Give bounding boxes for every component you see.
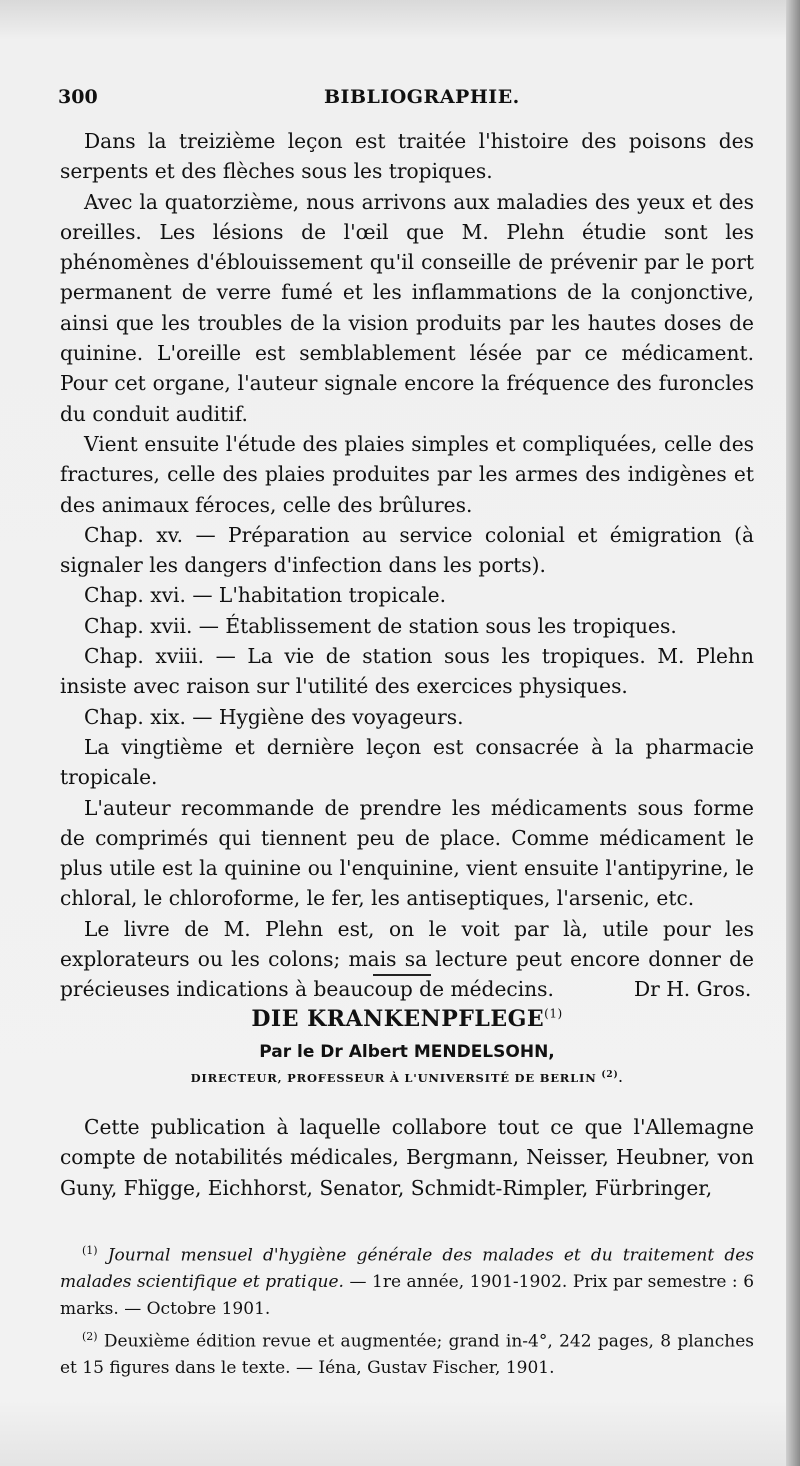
affiliation-footnote-mark: (2) [601,1070,619,1080]
footnote [60,1238,754,1322]
footnote-text: — 1re année, 1901-1902. Prix par semestre : 6 marks. — Octobre 1901. [60,1272,755,1319]
paragraph: Chap. xvii. — Établissement de station sous les tropiques. [84,613,677,638]
title-footnote-mark: (1) [544,1006,563,1021]
paragraph: Chap. xviii. — La vie de station sous les tropiques. M. Plehn insiste avec raison sur l'utilité des exercices physiques. [60,644,754,699]
paragraph: Dans la treizième leçon est traitée l'histoire des poisons des serpents et des flèches sous les tropiques. [60,129,754,184]
last-paragraph [60,914,754,1005]
page-edge-shadow [786,0,800,1466]
affiliation: DIRECTEUR, PROFESSEUR À L'UNIVERSITÉ DE BERLIN $^{(2)}$. [190,1070,624,1085]
signature: Dr H. Gros. [633,977,752,1002]
paragraph: Vient ensuite l'étude des plaies simples et compliquées, celle des fractures, celle des plaies produites par les armes des indigènes et des animaux féroces, celle des brûlures. [60,431,754,517]
paragraph: La vingtième et dernière leçon est consacrée à la pharmacie tropicale. [60,734,754,790]
paragraph: Cette publication à laquelle collabore tout ce que l'Allemagne compte de notabilités médicales, Bergmann, Neisser, Heubner, von Guny, Fhïgge, Eichhorst, Senator, Schmidt-Rimpler, Fürbringer, [60,1115,754,1200]
paragraph: Avec la quatorzième, nous arrivons aux maladies des yeux et des oreilles. Les lésions de l'œil que M. Plehn étudie sont les phénomènes d'éblouissement qu'il conseille de prévenir par le port permanent de verre fumé et les inflammations de la conjonctive, ainsi que les troubles de la vision produits par les hautes doses de quinine. L'oreille est semblablement lésée par ce médicament. Pour cet organe, l'auteur signale encore la fréquence des furoncles du conduit auditif. [60,189,754,426]
byline: Par le Dr Albert MENDELSOHN, [259,1042,555,1062]
page-header [58,86,758,112]
paragraph: Chap. xix. — Hygiène des voyageurs. [84,704,464,729]
footnote-text: Deuxième édition revue et augmentée; grand in-4°, 242 pages, 8 planches et 15 figures dans le texte. — Iéna, Gustav Fischer, 1901. [60,1331,755,1379]
running-head: BIBLIOGRAPHIE. [324,86,520,108]
section-text [60,1112,754,1203]
affiliation-text: DIRECTEUR, PROFESSEUR À L'UNIVERSITÉ DE BERLIN [190,1070,597,1085]
paragraph: L'auteur recommande de prendre les médicaments sous forme de comprimés qui tiennent peu de place. Comme médicament le plus utile est la quinine ou l'enquinine, vient ensuite l'antipyrine, le chloral, le chloroforme, le fer, les antiseptiques, l'arsenic, etc. [60,795,754,911]
paragraph: Chap. xv. — Préparation au service colonial et émigration (à signaler les dangers d'infection dans les ports). [60,522,754,578]
footnotes [60,1238,754,1384]
section-title [60,1006,754,1032]
section-title-text: DIE KRANKENPFLEGE [251,1006,545,1032]
paragraph: Chap. xvi. — L'habitation tropicale. [84,583,447,608]
footnote-mark: (2) [82,1330,98,1344]
footnote-mark: (1) [82,1244,98,1257]
section-divider [373,974,431,976]
footnote-journal-title: Journal mensuel d'hygiène générale des malades et du traitement des malades scientifique et pratique. [60,1245,754,1293]
footnote [60,1324,754,1382]
review-text [60,126,754,1005]
paragraph-text: Le livre de M. Plehn est, on le voit par là, utile pour les explorateurs ou les colons; mais sa lecture peut encore donner de précieuses indications à beaucoup de médecins. [60,916,754,1002]
page-number: 300 [58,86,98,108]
